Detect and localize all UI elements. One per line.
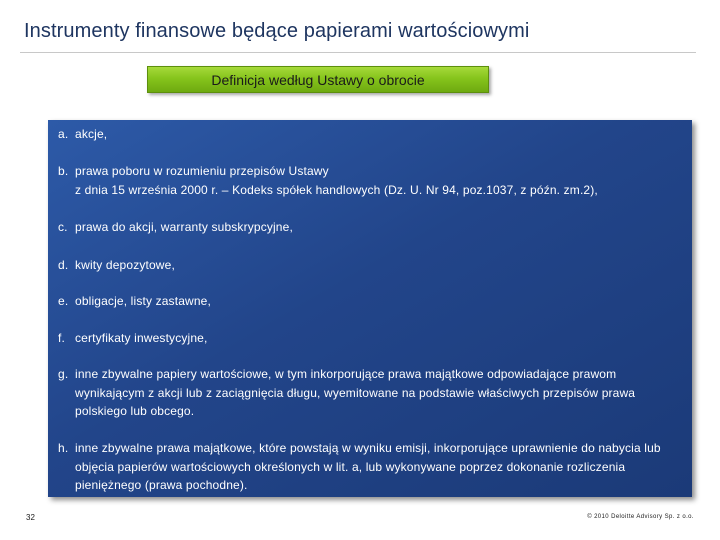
list-item-b <box>58 162 682 199</box>
title-divider <box>20 52 696 53</box>
list-item-text: kwity depozytowe, <box>75 258 175 272</box>
list-item-text: inne zbywalne papiery wartościowe, w tym inkorporujące prawa majątkowe odpowiadające prawom wynikającym z akcji lub z zaciągnięcia długu, wyemitowane na podstawie właściwych przepisów prawa polskiego lub obcego. <box>75 367 636 418</box>
list-item-text: prawa poboru w rozumieniu przepisów Ustawy z dnia 15 września 2000 r. – Kodeks spółek handlowych (Dz. U. Nr 94, poz.1037, z późn. zm.2), <box>75 164 598 197</box>
list-item-text: akcje, <box>75 127 108 141</box>
list-item-text: obligacje, listy zastawne, <box>75 294 211 308</box>
list-marker: c. <box>58 220 68 234</box>
list-item-f <box>58 329 682 348</box>
list-item-a <box>58 125 682 144</box>
list-marker: e. <box>58 294 69 308</box>
list-item-h <box>58 439 682 495</box>
list-marker: b. <box>58 164 69 178</box>
list-item-c <box>58 218 682 237</box>
list-marker: g. <box>58 367 69 381</box>
list-marker: a. <box>58 127 69 141</box>
list-item-g <box>58 365 682 421</box>
copyright-notice: © 2010 Deloitte Advisory Sp. z o.o. <box>587 514 694 520</box>
list-item-text: prawa do akcji, warranty subskrypcyjne, <box>75 220 293 234</box>
list-item-text: inne zbywalne prawa majątkowe, które powstają w wyniku emisji, inkorporujące uprawnienie do nabycia lub objęcia papierów wartościowych określonych w lit. a, lub wykonywane poprzez dokonanie rozliczenia pieniężnego (prawa pochodne). <box>75 441 661 492</box>
list-marker: h. <box>58 441 69 455</box>
list-item-e <box>58 292 682 311</box>
list-item-text: certyfikaty inwestycyjne, <box>75 331 208 345</box>
list-marker: d. <box>58 258 69 272</box>
definition-badge: Definicja według Ustawy o obrocie <box>147 66 489 93</box>
list-marker: f. <box>58 331 65 345</box>
slide-title: Instrumenty finansowe będące papierami wartościowymi <box>24 20 530 42</box>
page-number: 32 <box>26 513 35 522</box>
definition-panel <box>48 120 692 497</box>
list-item-d <box>58 256 682 275</box>
